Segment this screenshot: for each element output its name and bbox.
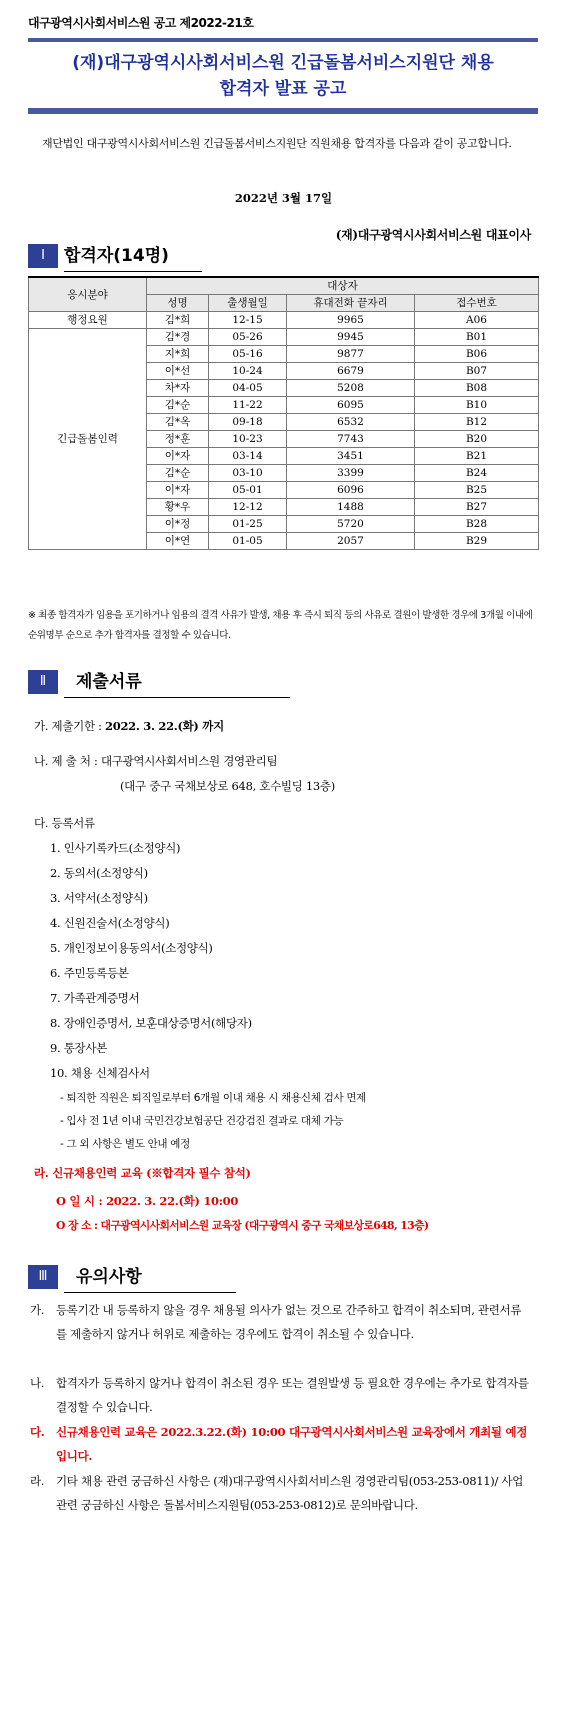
cell-birth: 10-23 [209,431,287,448]
place-value: 대구광역시사회서비스원 경영관리팀 [100,754,278,768]
cell-birth: 05-26 [209,329,287,346]
cell-phone: 6532 [287,414,415,431]
document-item: 9. 통장사본 [50,1041,107,1055]
notice-text: 기타 채용 관련 궁금하신 사항은 (재)대구광역시사회서비스원 경영관리팀(053-253-0811)/ 사업 관련 궁금하신 사항은 돌봄서비스지원팀(053-253-0812)로 문의바랍니다. [56,1474,524,1512]
notice-mark: 나. [30,1376,45,1390]
title-line-2: 합격자 발표 공고 [219,79,347,99]
notice-mark: 다. [30,1425,45,1439]
notice-text: 합격자가 등록하지 않거나 합격이 취소된 경우 또는 결원발생 등 필요한 경우에는 추가로 합격자를 결정할 수 있습니다. [56,1376,529,1414]
cell-no: B25 [415,482,539,499]
issuer: (재)대구광역시사회서비스원 대표이사 [335,228,531,242]
notice-item [30,1420,530,1468]
cell-field: 긴급돌봄인력 [29,329,147,550]
cell-no: B28 [415,516,539,533]
table-note: ※ 최종 합격자가 임용을 포기하거나 임용의 결격 사유가 발생, 채용 후 즉시 퇴직 등의 사유로 결원이 발생한 경우에 3개월 이내에 순위명부 순으로 추가 합격자를 결정할 수 있습니다. [28,610,533,641]
deadline-value: 2022. 3. 22.(화) 까지 [105,719,224,733]
document-item: 8. 장애인증명서, 보훈대상증명서(해당자) [50,1016,252,1030]
training-label: 라. 신규채용인력 교육 (※합격자 필수 참석) [34,1166,251,1180]
section-3-underline [64,1292,236,1293]
cell-name: 정*훈 [147,431,209,448]
cell-birth: 10-24 [209,363,287,380]
submission-place [34,753,277,769]
cell-phone: 6679 [287,363,415,380]
cell-phone: 6095 [287,397,415,414]
cell-birth: 09-18 [209,414,287,431]
cell-birth: 12-12 [209,499,287,516]
table-row [29,312,539,329]
header-receipt-no: 접수번호 [415,295,539,312]
cell-no: A06 [415,312,539,329]
health-note: - 그 외 사항은 별도 안내 예정 [60,1138,190,1150]
section-2-number: Ⅱ [28,670,58,694]
cell-phone: 3399 [287,465,415,482]
section-1-title: 합격자(14명) [64,246,169,266]
cell-no: B07 [415,363,539,380]
document-number: 대구광역시사회서비스원 공고 제2022-21호 [28,16,254,30]
cell-phone: 5208 [287,380,415,397]
cell-name: 김*경 [147,329,209,346]
cell-birth: 03-14 [209,448,287,465]
notice-text: 신규채용인력 교육은 2022.3.22.(화) 10:00 대구광역시사회서비스원 교육장에서 개최될 예정입니다. [56,1425,528,1463]
notice-item [30,1298,530,1346]
place-address: (대구 중구 국채보상로 648, 호수빌딩 13층) [120,779,335,793]
section-1-underline [64,271,202,272]
cell-name: 이*자 [147,482,209,499]
notice-item [30,1469,530,1517]
deadline-label: 가. 제출기한 : [34,719,106,733]
document-item: 4. 신원진술서(소정양식) [50,916,170,930]
cell-no: B20 [415,431,539,448]
cell-no: B08 [415,380,539,397]
cell-phone: 9965 [287,312,415,329]
section-2-title: 제출서류 [76,672,142,692]
notice-item [30,1371,530,1419]
cell-name: 차*자 [147,380,209,397]
cell-phone: 2057 [287,533,415,550]
cell-name: 이*연 [147,533,209,550]
title-line-1: (재)대구광역시사회서비스원 긴급돌봄서비스지원단 채용 [72,53,494,73]
title-bottom-bar [28,108,538,114]
cell-phone: 9945 [287,329,415,346]
successful-candidates-table [28,276,539,550]
cell-name: 지*희 [147,346,209,363]
document-item: 10. 채용 신체검사서 [50,1066,150,1080]
cell-name: 이*선 [147,363,209,380]
cell-phone: 5720 [287,516,415,533]
cell-no: B10 [415,397,539,414]
cell-birth: 11-22 [209,397,287,414]
training-place: O 장 소 : 대구광역시사회서비스원 교육장 (대구광역시 중구 국채보상로648, 13층) [56,1219,429,1232]
cell-birth: 04-05 [209,380,287,397]
document-item: 6. 주민등록등본 [50,966,129,980]
header-phone: 휴대전화 끝자리 [287,295,415,312]
cell-phone: 7743 [287,431,415,448]
notice-mark: 가. [30,1303,45,1317]
health-note: - 퇴직한 직원은 퇴직일로부터 6개월 이내 채용 시 채용신체 검사 면제 [60,1092,367,1104]
header-target: 대상자 [147,277,539,295]
document-item: 7. 가족관계증명서 [50,991,140,1005]
cell-birth: 01-05 [209,533,287,550]
document-item: 1. 인사기록카드(소정양식) [50,841,181,855]
title-top-bar [28,38,538,42]
header-field: 응시분야 [29,277,147,312]
cell-name: 이*정 [147,516,209,533]
table-row [29,329,539,346]
cell-no: B21 [415,448,539,465]
section-1-number: Ⅰ [28,244,58,268]
cell-birth: 03-10 [209,465,287,482]
cell-birth: 12-15 [209,312,287,329]
section-3-header [28,1265,328,1293]
section-3-number: Ⅲ [28,1265,58,1289]
section-1-header [28,244,328,272]
cell-no: B01 [415,329,539,346]
document-item: 5. 개인정보이용동의서(소정양식) [50,941,213,955]
document-item: 3. 서약서(소정양식) [50,891,148,905]
cell-birth: 01-25 [209,516,287,533]
cell-no: B27 [415,499,539,516]
notice-text: 등록기간 내 등록하지 않을 경우 채용될 의사가 없는 것으로 간주하고 합격이 취소되며, 관련서류를 제출하지 않거나 허위로 제출하는 경우에도 합격이 취소될 수 있습니다. [56,1303,522,1341]
submission-deadline [34,718,224,734]
cell-name: 김*옥 [147,414,209,431]
health-note: - 입사 전 1년 이내 국민건강보험공단 건강검진 결과로 대체 가능 [60,1115,344,1127]
cell-phone: 6096 [287,482,415,499]
section-2-underline [64,697,290,698]
cell-phone: 1488 [287,499,415,516]
cell-birth: 05-01 [209,482,287,499]
section-3-title: 유의사항 [76,1267,142,1287]
cell-name: 황*우 [147,499,209,516]
announcement-date: 2022년 3월 17일 [234,191,333,205]
header-birth: 출생월일 [209,295,287,312]
cell-name: 김*희 [147,312,209,329]
section-2-header [28,670,328,698]
document-title [28,50,538,102]
intro-paragraph: 재단법인 대구광역시사회서비스원 긴급돌봄서비스지원단 직원채용 합격자를 다음과 같이 공고합니다. [42,137,512,150]
document-item: 2. 동의서(소정양식) [50,866,148,880]
cell-no: B24 [415,465,539,482]
cell-name: 김*순 [147,465,209,482]
table-body [29,312,539,550]
training-time: O 일 시 : 2022. 3. 22.(화) 10:00 [56,1194,239,1208]
cell-field: 행정요원 [29,312,147,329]
cell-birth: 05-16 [209,346,287,363]
cell-no: B12 [415,414,539,431]
documents-label: 다. 등록서류 [34,816,95,830]
cell-no: B29 [415,533,539,550]
header-name: 성명 [147,295,209,312]
place-label: 나. 제 출 처 : [34,754,101,768]
cell-name: 김*순 [147,397,209,414]
cell-phone: 3451 [287,448,415,465]
cell-no: B06 [415,346,539,363]
cell-name: 이*자 [147,448,209,465]
notice-mark: 라. [30,1474,45,1488]
cell-phone: 9877 [287,346,415,363]
